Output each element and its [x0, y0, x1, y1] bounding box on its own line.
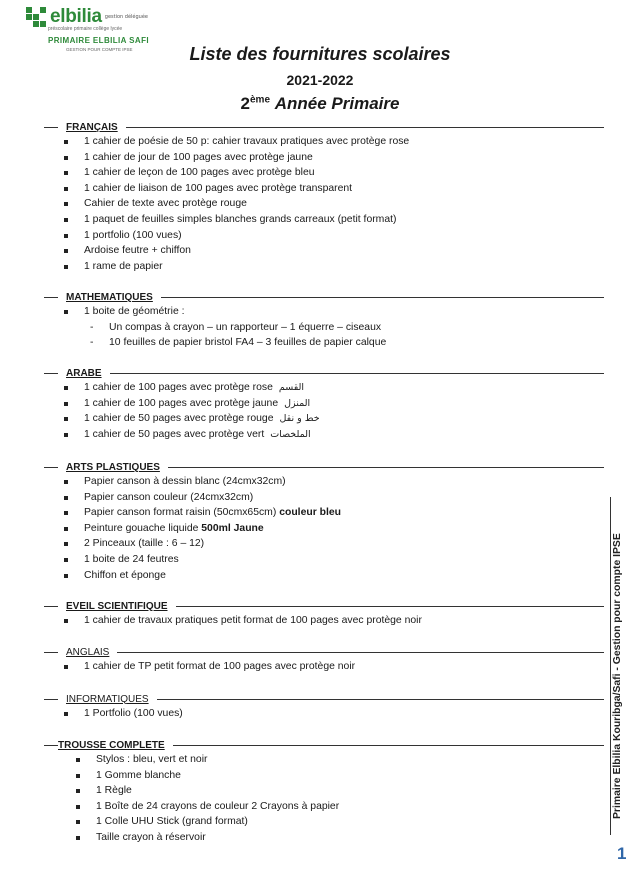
- item-list: [44, 659, 604, 675]
- grade-level: [160, 94, 480, 114]
- list-item: [44, 411, 604, 427]
- list-item: 1 portfolio (100 vues): [44, 228, 604, 244]
- section-title: FRANÇAIS: [66, 121, 118, 133]
- item-list: [44, 752, 604, 846]
- school-logo: [26, 6, 176, 52]
- list-item: Chiffon et éponge: [44, 568, 604, 584]
- page-title: Liste des fournitures scolaires: [189, 44, 451, 64]
- school-year: 2021-2022: [286, 72, 354, 88]
- list-item: 2 Pinceaux (taille : 6 – 12): [44, 536, 604, 552]
- page-number: 1: [617, 844, 627, 863]
- list-item: 1 Portfolio (100 vues): [44, 706, 604, 722]
- list-item: Papier canson à dessin blanc (24cmx32cm): [44, 474, 604, 490]
- list-item: 1 Gomme blanche: [44, 768, 604, 784]
- list-item: 1 cahier de TP petit format de 100 pages avec protège noir: [44, 659, 604, 675]
- section-title: ANGLAIS: [66, 646, 110, 658]
- list-item: 1 rame de papier: [44, 259, 604, 275]
- item-list: [44, 474, 604, 583]
- list-item: 1 cahier de leçon de 100 pages avec protège bleu: [44, 165, 604, 181]
- list-item: [44, 396, 604, 412]
- item-list: [44, 304, 604, 351]
- logo-school-name: PRIMAIRE ELBILIA SAFI: [48, 36, 149, 45]
- section-header: [44, 645, 604, 659]
- section-title: ARABE: [66, 367, 102, 379]
- item-arabe-label: القسم: [278, 382, 305, 393]
- section-arts-plastiques: [44, 460, 604, 583]
- list-item: 1 cahier de poésie de 50 p: cahier travaux pratiques avec protège rose: [44, 134, 604, 150]
- list-item: [44, 427, 604, 443]
- section-arabe: [44, 366, 604, 442]
- item-list: [44, 613, 604, 629]
- logo-levels: préscolaire primaire collège lycée: [48, 26, 123, 32]
- section-trousse-complete: [44, 738, 604, 846]
- item-text: Papier canson format raisin (50cmx65cm): [84, 507, 277, 519]
- list-item: Papier canson couleur (24cmx32cm): [44, 490, 604, 506]
- logo-icon: [26, 7, 46, 27]
- item-color: couleur bleu: [279, 507, 341, 519]
- section-title: EVEIL SCIENTIFIQUE: [66, 600, 168, 612]
- list-item: [44, 380, 604, 396]
- section-mathematiques: [44, 290, 604, 351]
- item-text: Peinture gouache liquide: [84, 522, 199, 534]
- grade-text: Année Primaire: [274, 94, 400, 113]
- list-item: 1 cahier de travaux pratiques petit format de 100 pages avec protège noir: [44, 613, 604, 629]
- list-item: [44, 521, 604, 537]
- section-eveil-scientifique: [44, 599, 604, 629]
- list-item: 1 boite de géométrie :: [44, 304, 604, 320]
- item-list: [44, 380, 604, 442]
- side-footer-text: Primaire Elbilia Kouribga/Safi - Gestion pour compte IPSE: [612, 533, 623, 819]
- list-item: 1 cahier de liaison de 100 pages avec protège transparent: [44, 181, 604, 197]
- section-header: [44, 692, 604, 706]
- list-item: Cahier de texte avec protège rouge: [44, 196, 604, 212]
- section-header: [44, 738, 604, 752]
- list-item: 1 Boîte de 24 crayons de couleur 2 Crayons à papier: [44, 799, 604, 815]
- list-item: Taille crayon à réservoir: [44, 830, 604, 846]
- list-item: 1 Règle: [44, 783, 604, 799]
- item-list: [44, 134, 604, 274]
- section-header: [44, 120, 604, 134]
- grade-number: 2: [240, 94, 250, 113]
- section-title: ARTS PLASTIQUES: [66, 461, 160, 473]
- list-item: 1 Colle UHU Stick (grand format): [44, 814, 604, 830]
- section-header: [44, 366, 604, 380]
- item-arabe-label: المنزل: [284, 397, 311, 409]
- section-header: [44, 599, 604, 613]
- list-item: 1 boite de 24 feutres: [44, 552, 604, 568]
- list-item: Ardoise feutre + chiffon: [44, 243, 604, 259]
- section-title: INFORMATIQUES: [66, 693, 149, 705]
- list-subitem: - 10 feuilles de papier bristol FA4 – 3 feuilles de papier calque: [44, 335, 604, 351]
- list-item: [44, 505, 604, 521]
- list-item: 1 paquet de feuilles simples blanches grands carreaux (petit format): [44, 212, 604, 228]
- list-item: 1 cahier de jour de 100 pages avec protège jaune: [44, 150, 604, 166]
- section-francais: [44, 120, 604, 274]
- logo-management: GESTION POUR COMPTE IPSE: [66, 47, 133, 52]
- list-subitem: - Un compas à crayon – un rapporteur – 1 équerre – ciseaux: [44, 320, 604, 336]
- item-text: 1 cahier de 100 pages avec protège jaune: [84, 397, 279, 409]
- item-text: 1 cahier de 100 pages avec protège rose: [84, 382, 273, 393]
- list-item: Stylos : bleu, vert et noir: [44, 752, 604, 768]
- item-arabe-label: الملخصات: [270, 428, 311, 440]
- item-quantity: 500ml Jaune: [201, 522, 264, 534]
- section-title: MATHEMATIQUES: [66, 291, 153, 303]
- section-header: [44, 460, 604, 474]
- item-text: 1 cahier de 50 pages avec protège rouge: [84, 413, 274, 425]
- item-arabe-label: خط و نقل: [279, 413, 320, 425]
- section-header: [44, 290, 604, 304]
- grade-superscript: ème: [249, 94, 270, 106]
- section-anglais: [44, 645, 604, 675]
- logo-name: elbilia: [50, 6, 102, 27]
- item-text: 1 cahier de 50 pages avec protège vert: [84, 428, 265, 440]
- section-informatiques: [44, 692, 604, 722]
- section-title: TROUSSE COMPLETE: [58, 739, 165, 751]
- item-list: [44, 706, 604, 722]
- logo-tagline: gestion déléguée: [104, 14, 148, 20]
